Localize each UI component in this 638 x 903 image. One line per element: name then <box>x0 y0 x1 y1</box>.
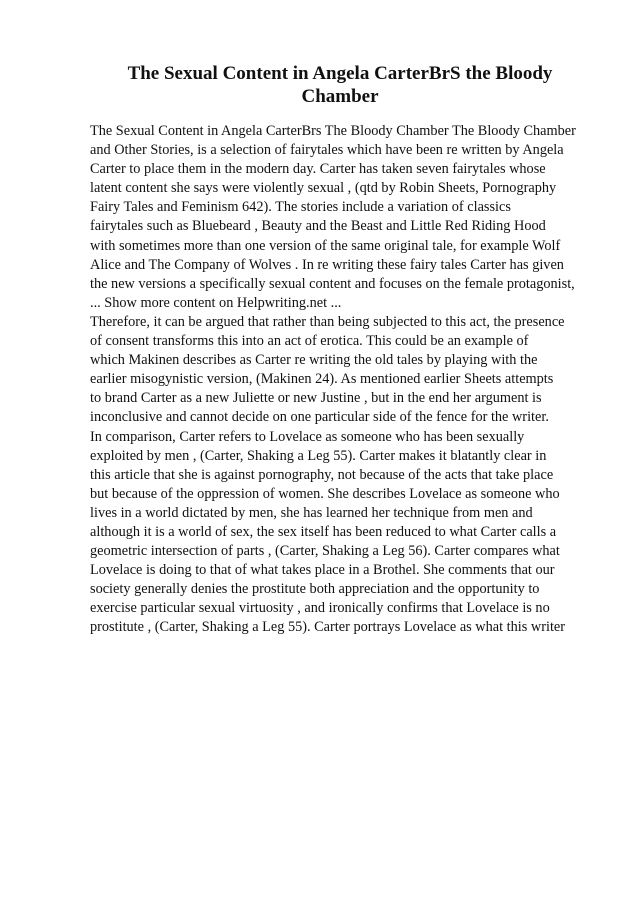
document-body <box>90 122 595 638</box>
body-line: to brand Carter as a new Juliette or new Justine , but in the end her argument is <box>90 390 542 407</box>
body-line: this article that she is against pornography, not because of the acts that take place <box>90 466 554 483</box>
body-line: but because of the oppression of women. She describes Lovelace as someone who <box>90 485 560 502</box>
body-line: inconclusive and cannot decide on one particular side of the fence for the writer. <box>90 409 549 426</box>
body-line: Fairy Tales and Feminism 642). The stories include a variation of classics <box>90 199 511 216</box>
body-line: and Other Stories, is a selection of fairytales which have been re written by Angela <box>90 142 564 159</box>
body-line: society generally denies the prostitute both appreciation and the opportunity to <box>90 581 540 598</box>
body-line: with sometimes more than one version of the same original tale, for example Wolf <box>90 237 561 254</box>
body-line: exercise particular sexual virtuosity , and ironically confirms that Lovelace is no <box>90 600 550 617</box>
title-line: The Sexual Content in Angela CarterBrS the Bloody <box>127 63 553 84</box>
body-line: of consent transforms this into an act of erotica. This could be an example of <box>90 333 529 350</box>
body-line: geometric intersection of parts , (Carter, Shaking a Leg 56). Carter compares what <box>90 543 560 560</box>
body-line: the new versions a specifically sexual content and focuses on the female protagonist, <box>90 275 575 292</box>
body-line: In comparison, Carter refers to Lovelace as someone who has been sexually <box>90 428 525 445</box>
body-line: prostitute , (Carter, Shaking a Leg 55). Carter portrays Lovelace as what this writer <box>90 619 566 636</box>
document-title <box>90 62 590 108</box>
show-more-line: ... Show more content on Helpwriting.net ... <box>90 294 342 311</box>
body-line: Alice and The Company of Wolves . In re writing these fairy tales Carter has given <box>90 256 564 273</box>
body-line: Lovelace is doing to that of what takes place in a Brothel. She comments that our <box>90 562 555 579</box>
body-line: latent content she says were violently sexual , (qtd by Robin Sheets, Pornography <box>90 180 557 197</box>
body-line: The Sexual Content in Angela CarterBrs The Bloody Chamber The Bloody Chamber <box>90 123 576 139</box>
body-line: although it is a world of sex, the sex itself has been reduced to what Carter calls a <box>90 523 557 540</box>
body-line: Carter to place them in the modern day. Carter has taken seven fairytales whose <box>90 161 546 178</box>
body-line: Therefore, it can be argued that rather than being subjected to this act, the presence <box>90 313 565 330</box>
body-line: which Makinen describes as Carter re writing the old tales by playing with the <box>90 352 538 369</box>
body-line: exploited by men , (Carter, Shaking a Leg 55). Carter makes it blatantly clear in <box>90 447 547 464</box>
title-line: Chamber <box>301 86 379 107</box>
body-line: earlier misogynistic version, (Makinen 24). As mentioned earlier Sheets attempts <box>90 371 554 388</box>
body-line: fairytales such as Bluebeard , Beauty and the Beast and Little Red Riding Hood <box>90 218 546 235</box>
body-line: lives in a world dictated by men, she has learned her technique from men and <box>90 504 533 521</box>
